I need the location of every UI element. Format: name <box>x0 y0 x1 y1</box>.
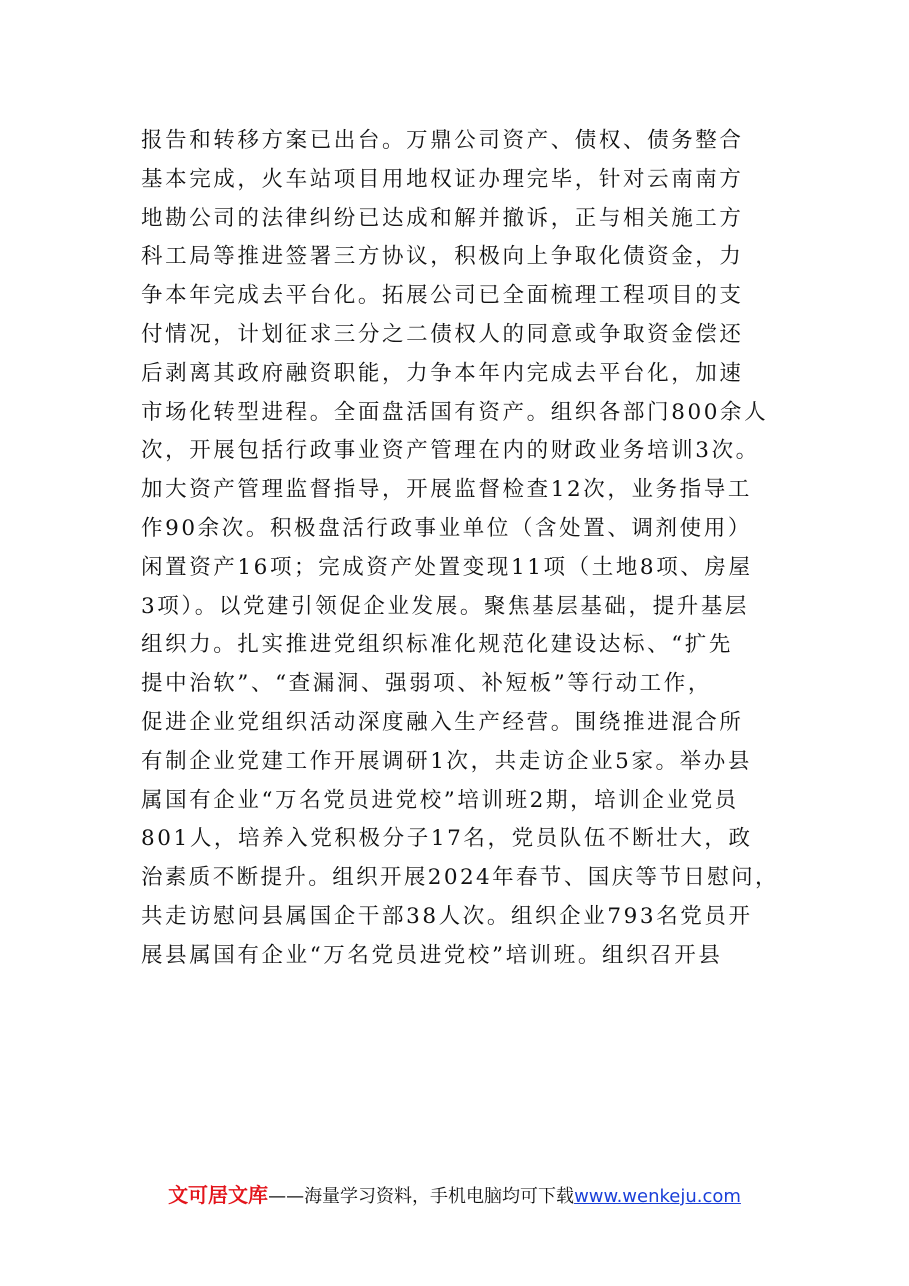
text-line: 报告和转移方案已出台。万鼎公司资产、债权、债务整合 <box>141 128 744 153</box>
text-line: 提中治软”、“查漏洞、强弱项、补短板”等行动工作， <box>141 671 712 697</box>
text-line: 付情况，计划征求三分之二债权人的同意或争取资金偿还 <box>141 321 744 347</box>
text-line: 组织力。扎实推进党组织标准化规范化建设达标、“扩先 <box>141 632 733 658</box>
website-link[interactable]: www.wenkeju.com <box>574 1186 741 1207</box>
text-line: 科工局等推进签署三方协议，积极向上争取化债资金，力 <box>141 244 744 270</box>
text-line: 作90余次。积极盘活行政事业单位（含处置、调剂使用） <box>141 515 752 541</box>
text-line: 促进企业党组织活动深度融入生产经营。围绕推进混合所 <box>141 709 744 735</box>
text-line: 共走访慰问县属国企干部38人次。组织企业793名党员开 <box>141 903 753 929</box>
brand-name: 文可居文库 <box>168 1183 269 1207</box>
text-line: 治素质不断提升。组织开展2024年春节、国庆等节日慰问， <box>141 865 779 891</box>
text-line: 地勘公司的法律纠纷已达成和解并撤诉，正与相关施工方 <box>141 205 744 231</box>
footer-banner <box>0 1180 909 1212</box>
text-line: 后剥离其政府融资职能，力争本年内完成去平台化，加速 <box>141 360 744 386</box>
text-line: 801人，培养入党积极分子17名，党员队伍不断壮大，政 <box>141 826 753 852</box>
footer-tagline: ——海量学习资料，手机电脑均可下载 <box>268 1186 575 1207</box>
text-line: 加大资产管理监督指导，开展监督检查12次，业务指导工 <box>141 477 752 503</box>
text-line: 闲置资产16项；完成资产处置变现11项（土地8项、房屋 <box>141 554 753 580</box>
text-line: 3项）。以党建引领促企业发展。聚焦基层基础，提升基层 <box>141 593 750 619</box>
document-body <box>141 122 781 976</box>
text-line: 市场化转型进程。全面盘活国有资产。组织各部门800余人 <box>141 399 769 425</box>
text-line: 有制企业党建工作开展调研1次，共走访企业5家。举办县 <box>141 748 752 774</box>
text-line: 争本年完成去平台化。拓展公司已全面梳理工程项目的支 <box>141 283 744 309</box>
text-line: 属国有企业“万名党员进党校”培训班2期，培训企业党员 <box>141 787 739 813</box>
text-line: 次，开展包括行政事业资产管理在内的财政业务培训3次。 <box>141 438 760 464</box>
text-line: 基本完成，火车站项目用地权证办理完毕，针对云南南方 <box>141 166 744 192</box>
text-line: 展县属国有企业“万名党员进党校”培训班。组织召开县 <box>141 942 723 968</box>
